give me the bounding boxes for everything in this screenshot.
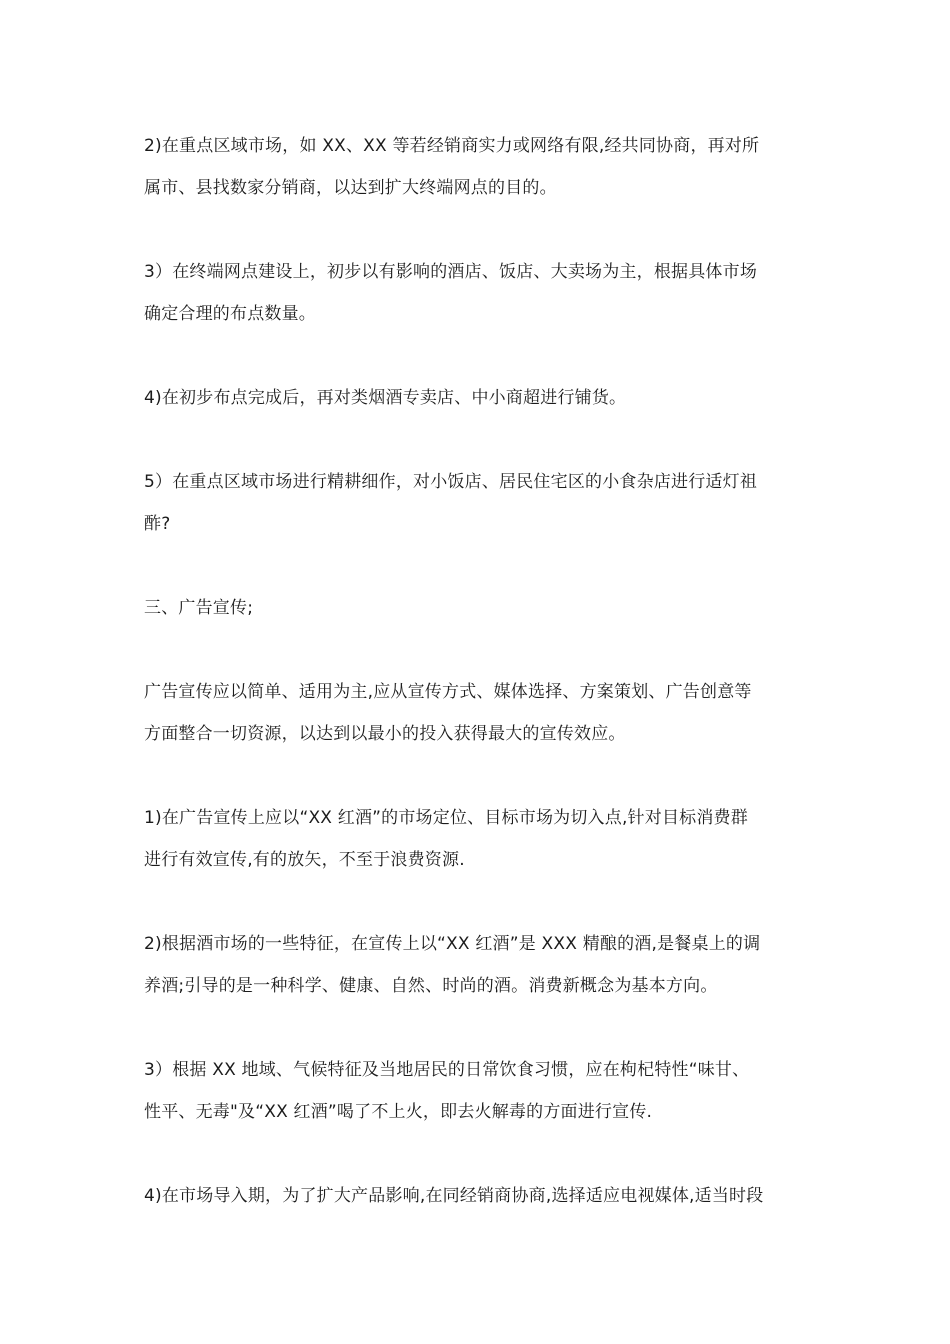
text-line: 方面整合一切资源，以达到以最小的投入获得最大的宣传效应。 <box>144 724 626 744</box>
text-line: 2)根据酒市场的一些特征，在宣传上以“XX 红酒”是 XXX 精酿的酒,是餐桌上的调 <box>144 934 761 954</box>
text-line: 3）根据 XX 地域、气候特征及当地居民的日常饮食习惯，应在枸杞特性“味甘、 <box>144 1060 750 1080</box>
paragraph-intensive-cultivation <box>144 461 814 545</box>
text-line: 2)在重点区域市场，如 XX、XX 等若经销商实力或网络有限,经共同协商，再对所 <box>144 136 760 156</box>
paragraph-regional-climate <box>144 1049 814 1133</box>
text-line: 养酒;引导的是一种科学、健康、自然、时尚的酒。消费新概念为基本方向。 <box>144 976 718 996</box>
text-line: 属市、县找数家分销商，以达到扩大终端网点的目的。 <box>144 178 557 198</box>
paragraph-terminal-outlets <box>144 251 814 335</box>
section-heading-advertising <box>144 587 814 629</box>
text-line: 4)在市场导入期，为了扩大产品影响,在同经销商协商,选择适应电视媒体,适当时段 <box>144 1186 764 1206</box>
text-line: 1)在广告宣传上应以“XX 红酒”的市场定位、目标市场为切入点,针对目标消费群 <box>144 808 748 828</box>
text-line: 3）在终端网点建设上，初步以有影响的酒店、饭店、大卖场为主，根据具体市场 <box>144 262 758 282</box>
text-line: 性平、无毒"及“XX 红酒”喝了不上火，即去火解毒的方面进行宣传. <box>144 1102 653 1122</box>
paragraph-regional-distributors <box>144 125 814 209</box>
text-line: 确定合理的布点数量。 <box>144 304 316 324</box>
text-line: 4)在初步布点完成后，再对类烟酒专卖店、中小商超进行铺货。 <box>144 388 627 408</box>
paragraph-market-introduction <box>144 1175 814 1217</box>
text-line: 广告宣传应以简单、适用为主,应从宣传方式、媒体选择、方案策划、广告创意等 <box>144 682 752 702</box>
paragraph-market-positioning <box>144 797 814 881</box>
paragraph-advertising-principle <box>144 671 814 755</box>
text-line: 三、广告宣传; <box>144 598 254 618</box>
text-line: 进行有效宣传,有的放矢，不至于浪费资源. <box>144 850 465 870</box>
text-line: 酢? <box>144 514 171 534</box>
text-line: 5）在重点区域市场进行精耕细作，对小饭店、居民住宅区的小食杂店进行适灯祖 <box>144 472 758 492</box>
paragraph-stocking <box>144 377 814 419</box>
paragraph-market-features <box>144 923 814 1007</box>
